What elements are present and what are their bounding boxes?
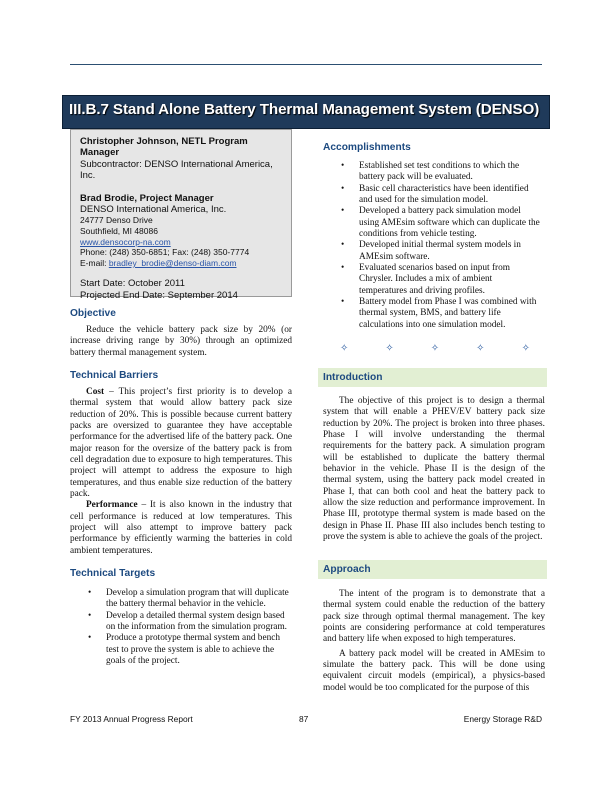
performance-label: Performance <box>86 500 138 511</box>
footer-section-name: Energy Storage R&D <box>463 714 542 724</box>
address-line-2: Southfield, MI 48086 <box>80 226 158 237</box>
cost-label: Cost <box>86 387 105 397</box>
sparkle-icon: ✧ <box>521 343 530 354</box>
accomplishments-list <box>323 161 545 331</box>
approach-paragraph-1: The intent of the program is to demonstrate that a thermal system could enable the reduction of the battery pack size through optimal thermal management. The key points are considering performance at cold temperatures and battery life when exposed to high temperatures. <box>323 589 545 645</box>
section-separator <box>340 343 530 354</box>
performance-text: – It is also known in the industry that cell performance is reduced at low temperatures. This project will also attempt to improve battery pack performance by efficiently warming the batteries in cold ambient temperatures. <box>70 500 292 556</box>
barriers-section <box>70 370 292 557</box>
sparkle-icon: ✧ <box>385 343 394 354</box>
bullet-icon: • <box>88 588 92 598</box>
bullet-icon: • <box>341 161 345 171</box>
list-item: • Developed a battery pack simulation model using AMEsim software which can duplicate the conditions from vehicle testing. <box>341 206 540 240</box>
list-item: • Evaluated scenarios based on input from Chrysler. Includes a mix of ambient temperatures and driving profiles. <box>341 263 511 296</box>
address-line-1: 24777 Denso Drive <box>80 215 153 226</box>
approach-paragraph-2: A battery pack model will be created in AMEsim to simulate the battery pack. This will be done using equivalent circuit models (empirical), a physics-based model would be too complicated for the purpose of this <box>323 648 545 693</box>
cost-text: – This project’s first priority is to develop a thermal system that would allow battery pack size reduction of 20%. This is possible because current battery packs are oversized to guarantee they have acceptable performance for the advertised life of the battery pack. One major reason for the oversize of the battery pack is from cell degradation due to exposure to high temperatures. This project will attempt to address the exposure to high temperatures, and thus enable size reduction of the battery pack. <box>70 387 292 500</box>
project-manager: Brad Brodie, Project Manager <box>80 192 214 204</box>
title-banner <box>62 95 550 129</box>
program-manager: Christopher Johnson, NETL Program Manager <box>80 136 248 159</box>
list-item: • Basic cell characteristics have been identified and used for the simulation model. <box>341 183 529 206</box>
page-title: III.B.7 Stand Alone Battery Thermal Management System (DENSO) <box>69 101 540 118</box>
footer-report-name: FY 2013 Annual Progress Report <box>70 714 193 724</box>
approach-heading: Approach <box>323 564 371 575</box>
introduction-heading-box <box>318 368 547 387</box>
list-item: • Develop a detailed thermal system design based on the information from the simulation program. <box>88 610 287 633</box>
bullet-icon: • <box>341 206 345 217</box>
bullet-icon: • <box>341 263 345 274</box>
approach-section <box>323 589 545 694</box>
email-line <box>80 258 282 269</box>
list-item: • Produce a prototype thermal system and bench test to prove the system is able to achieve the goals of the project. <box>88 633 281 667</box>
objective-text: Reduce the vehicle battery pack size by 20% (or increase driving range by 30%) through an optimized battery thermal management system. <box>70 325 292 358</box>
organization: DENSO International America, Inc. <box>80 204 227 216</box>
barriers-heading: Technical Barriers <box>70 370 159 381</box>
list-item: • Battery model from Phase I was combined with thermal system, BMS, and battery life calculations into one simulation model. <box>341 297 537 330</box>
email-link[interactable]: bradley_brodie@denso-diam.com <box>108 257 237 268</box>
page-number: 87 <box>299 714 309 724</box>
targets-list <box>70 588 292 667</box>
accomplishments-section <box>323 142 545 331</box>
targets-section <box>70 568 292 667</box>
introduction-section <box>323 396 545 543</box>
website-link[interactable]: www.densocorp-na.com <box>80 236 171 247</box>
accomplishments-heading: Accomplishments <box>323 142 411 153</box>
introduction-text: The objective of this project is to design a thermal system that will enable a PHEV/EV battery pack size reduction by 20%. The project is broken into three phases. Phase I will involve understanding the thermal requirements for the battery pack. A simulation program will be established to duplicate the battery thermal behavior in the vehicle. Phase II is the design of the thermal system, using the battery pack model created in Phase I, that can both cool and heat the battery pack to allow the size reduction and performance improvement. In Phase III, prototype thermal system is made based on the design in Phase II. Phase III also includes bench testing to prove the system is able to achieve the goals of the project. <box>323 396 545 543</box>
targets-heading: Technical Targets <box>70 568 156 579</box>
sparkle-icon: ✧ <box>340 343 349 354</box>
bullet-icon: • <box>341 297 345 308</box>
objective-section <box>70 308 292 359</box>
contact-info-box <box>70 129 292 301</box>
list-item: • Developed initial thermal system models in AMEsim software. <box>341 240 521 262</box>
end-date: Projected End Date: September 2014 <box>80 289 238 301</box>
email-label: E-mail: <box>80 257 109 268</box>
list-item: • Established set test conditions to which the battery pack will be evaluated. <box>341 161 520 183</box>
objective-heading: Objective <box>70 308 116 319</box>
start-date: Start Date: October 2011 <box>80 278 185 290</box>
cost-paragraph <box>70 387 292 500</box>
bullet-icon: • <box>341 240 345 251</box>
bullet-icon: • <box>341 183 345 194</box>
header-rule <box>70 64 542 65</box>
approach-heading-box <box>318 560 547 579</box>
phone-fax: Phone: (248) 350-6851; Fax: (248) 350-7774 <box>80 247 250 258</box>
sparkle-icon: ✧ <box>430 343 440 354</box>
bullet-icon: • <box>88 610 92 621</box>
bullet-icon: • <box>88 633 92 644</box>
introduction-heading: Introduction <box>323 372 383 383</box>
list-item: • Develop a simulation program that will duplicate the battery thermal behavior in the vehicle. <box>88 588 289 610</box>
performance-paragraph <box>70 500 292 557</box>
sparkle-icon: ✧ <box>476 343 485 354</box>
subcontractor: Subcontractor: DENSO International America, Inc. <box>80 158 273 182</box>
